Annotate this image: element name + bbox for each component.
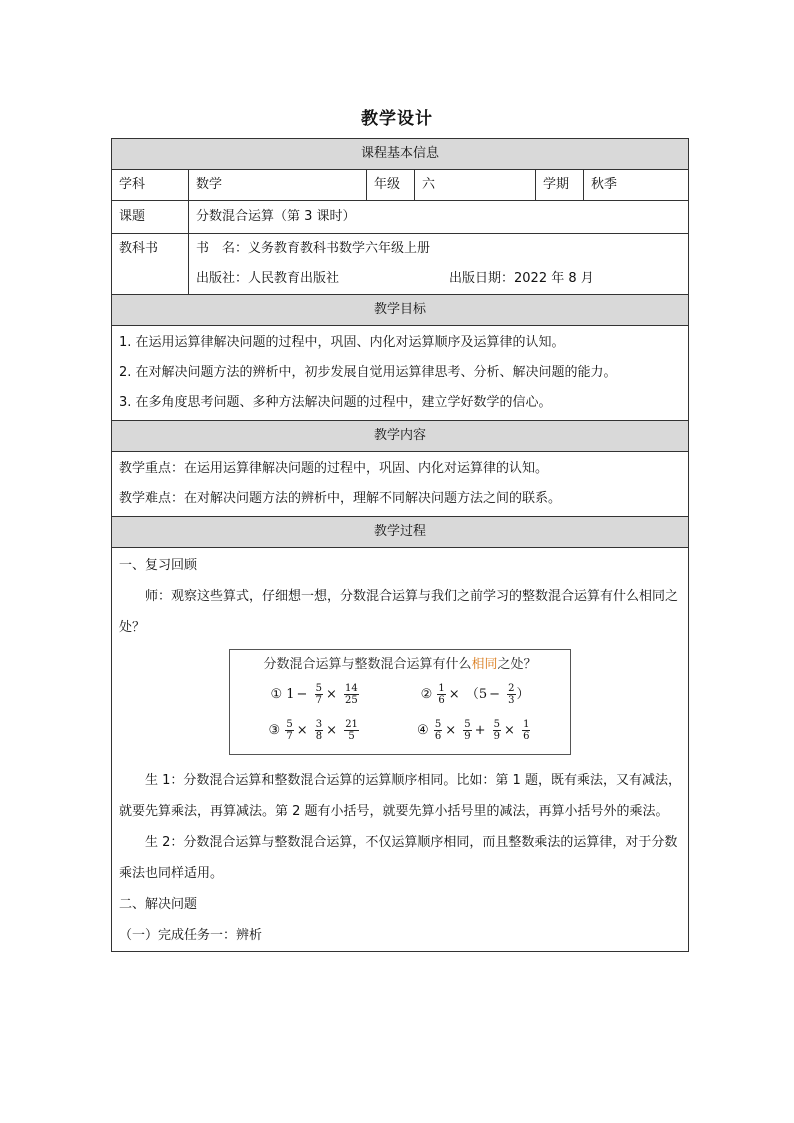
grade-value: 六 <box>415 170 536 201</box>
publication-date: 出版日期：2022 年 8 月 <box>449 271 594 286</box>
objective-item: 2. 在对解决问题方法的辨析中，初步发展自觉用运算律思考、分析、解决问题的能力。 <box>119 365 617 380</box>
publisher: 出版社：人民教育出版社 <box>196 271 340 286</box>
objective-item: 1. 在运用运算律解决问题的过程中，巩固、内化对运算顺序及运算律的认知。 <box>119 335 565 350</box>
topic-value: 分数混合运算（第 3 课时） <box>189 201 689 234</box>
grade-label: 年级 <box>367 170 415 201</box>
publisher-line <box>196 264 681 294</box>
formula-3: ③ $\frac{5}{7}$ × $\frac{3}{8}$ × $\frac{21}{5}$ <box>268 718 358 742</box>
topic-label: 课题 <box>112 201 189 234</box>
content-header: 教学内容 <box>112 421 689 452</box>
section-review-heading: 一、复习回顾 <box>119 558 198 573</box>
textbook-label: 教科书 <box>112 234 189 295</box>
formula-1: ① 1 − $\frac{5}{7}$ × $\frac{14}{25}$ <box>270 682 358 706</box>
book-name: 书 名：义务教育教科书数学六年级上册 <box>196 241 431 256</box>
section-solve-heading: 二、解决问题 <box>119 897 198 912</box>
process-body <box>112 548 689 952</box>
term-label: 学期 <box>536 170 584 201</box>
textbook-info <box>189 234 689 295</box>
basic-info-header: 课程基本信息 <box>112 139 689 170</box>
lesson-plan-table <box>111 138 689 952</box>
student-1-answer: 生 1：分数混合运算和整数混合运算的运算顺序相同。比如：第 1 题，既有乘法，又有减法，就要先算乘法，再算减法。第 2 题有小括号，就要先算小括号里的减法，再算小括号外的乘法。 <box>119 773 681 819</box>
process-header: 教学过程 <box>112 517 689 548</box>
subject-label: 学科 <box>112 170 189 201</box>
objective-item: 3. 在多角度思考问题、多种方法解决问题的过程中，建立学好数学的信心。 <box>119 395 552 410</box>
formula-box-title: 分数混合运算与整数混合运算有什么相同之处？ <box>263 657 537 672</box>
term-value: 秋季 <box>584 170 689 201</box>
objectives-header: 教学目标 <box>112 295 689 326</box>
formula-4: ④ $\frac{5}{6}$ × $\frac{5}{9}$ + $\frac{5}{9}$ × $\frac{1}{6}$ <box>417 718 530 742</box>
difficult-point: 教学难点：在对解决问题方法的辨析中，理解不同解决问题方法之间的联系。 <box>119 491 562 506</box>
student-2-answer: 生 2：分数混合运算与整数混合运算，不仅运算顺序相同，而且整数乘法的运算律，对于分数乘法也同样适用。 <box>119 835 678 881</box>
objectives-list <box>112 326 689 421</box>
content-body <box>112 452 689 517</box>
key-point: 教学重点：在运用运算律解决问题的过程中，巩固、内化对运算律的认知。 <box>119 461 549 476</box>
teacher-question: 师：观察这些算式，仔细想一想，分数混合运算与我们之前学习的整数混合运算有什么相同之处？ <box>119 589 679 635</box>
page-title: 教学设计 <box>361 109 433 129</box>
formula-2: ② $\frac{1}{6}$ × （5 − $\frac{2}{3}$ ） <box>420 682 530 706</box>
highlight-word: 相同 <box>471 657 498 672</box>
task-1-heading: （一）完成任务一：辨析 <box>119 928 263 943</box>
subject-value: 数学 <box>189 170 367 201</box>
formula-box <box>229 649 571 755</box>
